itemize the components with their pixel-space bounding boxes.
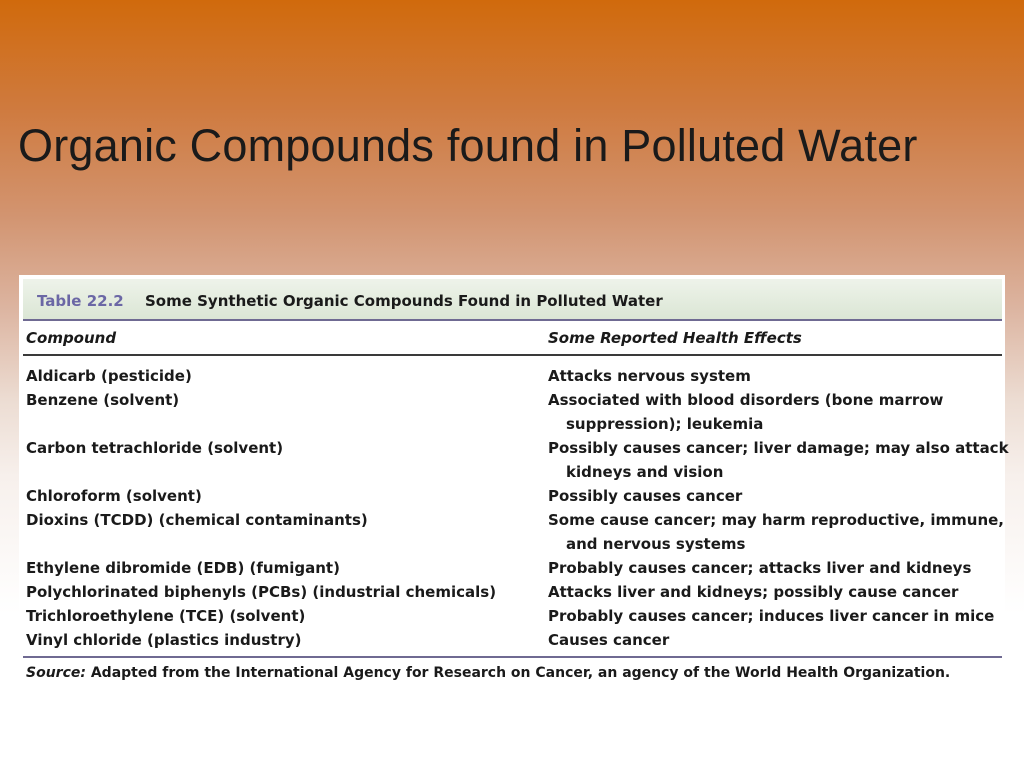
table-cell-effects bbox=[548, 556, 971, 580]
effects-line: Probably causes cancer; induces liver cancer in mice bbox=[548, 607, 995, 625]
table-cell-effects bbox=[548, 436, 1009, 484]
effects-line: Possibly causes cancer bbox=[548, 487, 743, 505]
table-footer-divider bbox=[23, 656, 1002, 658]
table-cell-compound: Dioxins (TCDD) (chemical contaminants) bbox=[26, 511, 368, 529]
effects-line: Possibly causes cancer; liver damage; may also attack bbox=[548, 439, 1009, 457]
table-cell-compound: Carbon tetrachloride (solvent) bbox=[26, 439, 284, 457]
table-cell-effects bbox=[548, 580, 958, 604]
table-cell-effects bbox=[548, 484, 742, 508]
table-cell-effects bbox=[548, 364, 751, 388]
table-source-note bbox=[26, 665, 950, 681]
effects-line-continued: suppression); leukemia bbox=[566, 415, 764, 433]
table-cell-compound: Chloroform (solvent) bbox=[26, 487, 202, 505]
column-header-health-effects: Some Reported Health Effects bbox=[548, 329, 802, 347]
effects-line: Probably causes cancer; attacks liver and kidneys bbox=[548, 559, 972, 577]
compound-table bbox=[19, 275, 1009, 697]
table-cell-compound: Polychlorinated biphenyls (PCBs) (industrial chemicals) bbox=[26, 583, 497, 601]
table-caption bbox=[23, 279, 1002, 321]
table-cell-effects bbox=[548, 508, 1004, 556]
effects-line-continued: kidneys and vision bbox=[566, 463, 724, 481]
table-cell-compound: Ethylene dibromide (EDB) (fumigant) bbox=[26, 559, 340, 577]
table-header-row bbox=[23, 322, 1002, 356]
table-cell-compound: Benzene (solvent) bbox=[26, 391, 180, 409]
table-cell-compound: Aldicarb (pesticide) bbox=[26, 367, 192, 385]
effects-line: Attacks nervous system bbox=[548, 367, 751, 385]
table-cell-effects bbox=[548, 604, 994, 628]
table-title: Some Synthetic Organic Compounds Found in Polluted Water bbox=[145, 292, 663, 310]
table-cell-effects bbox=[548, 388, 943, 436]
effects-line-continued: and nervous systems bbox=[566, 535, 746, 553]
effects-line: Attacks liver and kidneys; possibly cause cancer bbox=[548, 583, 959, 601]
table-cell-compound: Trichloroethylene (TCE) (solvent) bbox=[26, 607, 306, 625]
source-text: Adapted from the International Agency for Research on Cancer, an agency of the World Health Organization. bbox=[90, 665, 951, 681]
effects-line: Some cause cancer; may harm reproductive, immune, bbox=[548, 511, 1004, 529]
table-cell-effects bbox=[548, 628, 669, 652]
column-header-compound: Compound bbox=[26, 329, 117, 347]
table-number: Table 22.2 bbox=[37, 292, 124, 310]
source-label: Source: bbox=[26, 665, 86, 681]
slide-title: Organic Compounds found in Polluted Water bbox=[18, 120, 918, 171]
table-cell-compound: Vinyl chloride (plastics industry) bbox=[26, 631, 302, 649]
effects-line: Causes cancer bbox=[548, 631, 670, 649]
effects-line: Associated with blood disorders (bone marrow bbox=[548, 391, 944, 409]
